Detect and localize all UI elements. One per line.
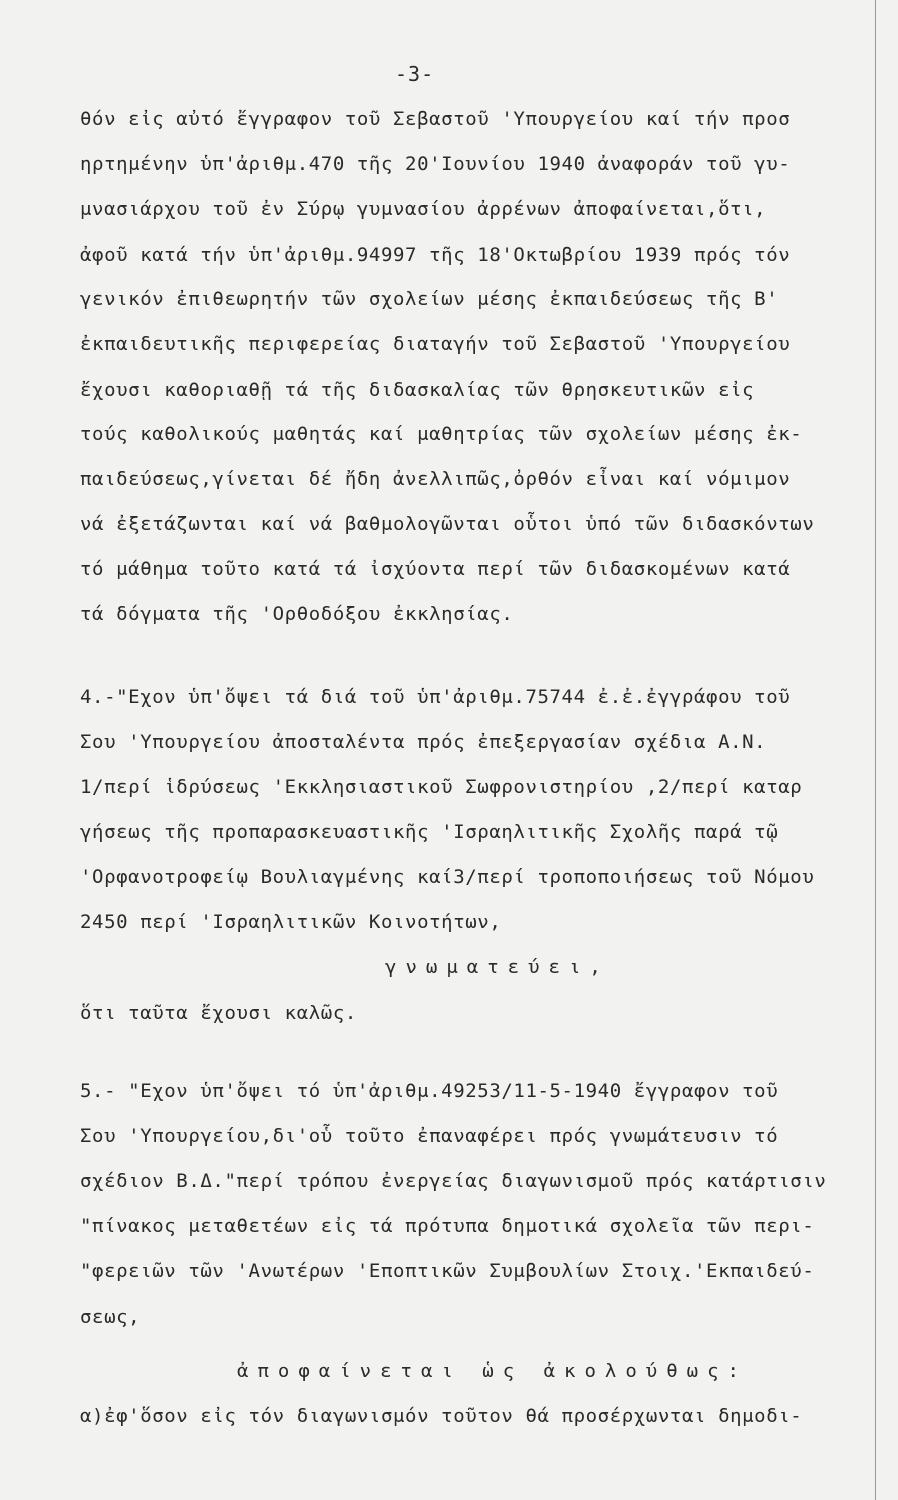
text-line: ἀφοῦ κατά τήν ὑπ'ἀριθμ.94997 τῆς 18'Οκτωβρίου 1939 πρός τόν <box>80 244 791 266</box>
text-line: παιδεύσεως,γίνεται δέ ἤδη ἀνελλιπῶς,ὀρθόν εἶναι καί νόμιμον <box>80 468 791 490</box>
text-line: Σου 'Υπουργείου,δι'οὗ τοῦτο ἐπαναφέρει πρός γνωμάτευσιν τό <box>80 1125 779 1147</box>
text-line: τούς καθολικούς μαθητάς καί μαθητρίας τῶν σχολείων μέσης ἐκ- <box>80 423 803 445</box>
text-line: ὅτι ταῦτα ἔχουσι καλῶς. <box>80 1002 357 1024</box>
text-line-spaced: ἀποφαίνεται ὡς ἀκολούθως: <box>237 1360 748 1382</box>
page-number: -3- <box>395 62 435 86</box>
text-line: α)ἐφ'ὅσον εἰς τόν διαγωνισμόν τοῦτον θά προσέρχωνται δημοδι- <box>80 1405 803 1427</box>
page-edge-line <box>875 0 876 1500</box>
text-line: σεως, <box>80 1306 141 1328</box>
text-line: ἔχουσι καθοριαθῇ τά τῆς διδασκαλίας τῶν θρησκευτικῶν εἰς <box>80 379 755 401</box>
text-line: νά ἐξετάζωνται καί νά βαθμολογῶνται οὗτοι ὑπό τῶν διδασκόντων <box>80 513 815 535</box>
text-line: "πίνακος μεταθετέων εἰς τά πρότυπα δημοτικά σχολεῖα τῶν περι- <box>80 1215 815 1237</box>
text-line: τό μάθημα τοῦτο κατά τά ἰσχύοντα περί τῶν διδασκομένων κατά <box>80 558 791 580</box>
text-line: 'Ορφανοτροφείῳ Βουλιαγμένης καί3/περί τροποποιήσεως τοῦ Νόμου <box>80 866 815 888</box>
text-line: Σου 'Υπουργείου ἀποσταλέντα πρός ἐπεξεργασίαν σχέδια Α.Ν. <box>80 731 767 753</box>
text-line: γήσεως τῆς προπαρασκευαστικῆς 'Ισραηλιτικῆς Σχολῆς παρά τῷ <box>80 821 779 843</box>
text-line: 1/περί ἱδρύσεως 'Εκκλησιαστικοῦ Σωφρονιστηρίου ,2/περί καταρ <box>80 776 803 798</box>
text-line: 5.- "Εχον ὑπ'ὄψει τό ὑπ'ἀριθμ.49253/11-5-1940 ἔγγραφον τοῦ <box>80 1080 779 1102</box>
text-line: τά δόγματα τῆς 'Ορθοδόξου ἐκκλησίας. <box>80 603 514 625</box>
text-line-spaced: γνωματεύει, <box>385 956 610 978</box>
text-line: γενικόν ἐπιθεωρητήν τῶν σχολείων μέσης ἐκπαιδεύσεως τῆς Β' <box>80 288 779 310</box>
text-line: ηρτημένην ὑπ'ἀριθμ.470 τῆς 20'Ιουνίου 1940 ἀναφοράν τοῦ γυ- <box>80 153 791 175</box>
text-line: 4.-"Εχον ὑπ'ὄψει τά διά τοῦ ὑπ'ἀριθμ.75744 ἐ.ἐ.ἐγγράφου τοῦ <box>80 686 791 708</box>
text-line: "φερειῶν τῶν 'Ανωτέρων 'Εποπτικῶν Συμβουλίων Στοιχ.'Εκπαιδεύ- <box>80 1260 815 1282</box>
text-line: θόν εἰς αὐτό ἔγγραφον τοῦ Σεβαστοῦ 'Υπουργείου καί τήν προσ <box>80 108 791 130</box>
text-line: 2450 περί 'Ισραηλιτικῶν Κοινοτήτων, <box>80 911 502 933</box>
text-line: ἐκπαιδευτικῆς περιφερείας διαταγήν τοῦ Σεβαστοῦ 'Υπουργείου <box>80 333 791 355</box>
text-line: μνασιάρχου τοῦ ἐν Σύρῳ γυμνασίου ἀρρένων ἀποφαίνεται,ὅτι, <box>80 198 767 220</box>
text-line: σχέδιον Β.Δ."περί τρόπου ἐνεργείας διαγωνισμοῦ πρός κατάρτισιν <box>80 1170 827 1192</box>
